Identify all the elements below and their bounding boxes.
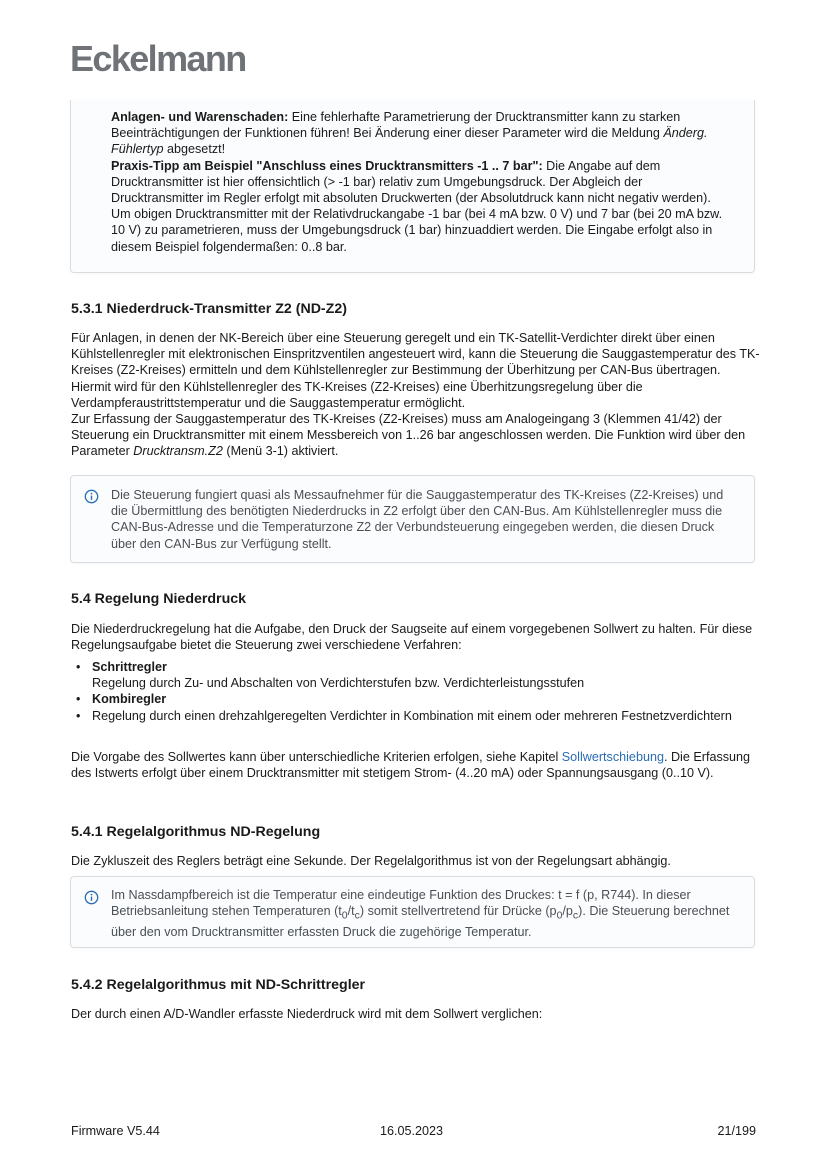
warning-paragraph-damage: Anlagen- und Warenschaden: Eine fehlerhafte Parametrierung der Drucktransmitter kann zu starken Beeinträchtigungen der Funktionen führen! Bei Änderung einer dieser Parameter wird die Meldung Änderg. Fühlertyp abgesetzt!: [111, 110, 708, 157]
info-box-z2: [70, 475, 755, 563]
heading-5-4-1: 5.4.1 Regelalgorithmus ND-Regelung: [71, 824, 321, 840]
warning-paragraph-tip: Praxis-Tipp am Beispiel "Anschluss eines Drucktransmitters -1 .. 7 bar": Die Angabe auf dem Drucktransmitter ist hier offensichtlich (> -1 bar) relativ zum Umgebungsdruck. Der Abgleich der Drucktransmitter im Regler erfolgt mit absoluten Druckwerten (der Absolutdruck kann nicht negativ werden). Um obigen Drucktransmitter mit der Relativdruckangabe -1 bar (bei 4 mA bzw. 0 V) und 7 bar (bei 20 mA bzw. 10 V) zu parametrieren, muss der Umgebungsdruck (1 bar) hinzuaddiert werden. Die Eingabe erfolgt also in diesem Beispiel folgendermaßen: 0..8 bar.: [111, 158, 723, 254]
list-item: • Schrittregler Regelung durch Zu- und Abschalten von Verdichterstufen bzw. Verdichterleistungsstufen: [76, 660, 585, 691]
footer-firmware: Firmware V5.44: [71, 1124, 160, 1138]
info-text-z2: Die Steuerung fungiert quasi als Messaufnehmer für die Sauggastemperatur des TK-Kreises (Z2-Kreises) und die Übermittlung des benötigten Niederdrucks in Z2 erfolgt über den CAN-Bus. Am Kühlstellenregler muss die CAN-Bus-Adresse und die Temperaturzone Z2 der Verbundsteuerung eingegeben werden, die diesen Druck über den CAN-Bus zur Verfügung stellt.: [111, 488, 724, 551]
warning-box: [70, 100, 755, 273]
paragraph-5-3-1-intro: Für Anlagen, in denen der NK-Bereich über eine Steuerung geregelt und ein TK-Satellit-Verdichter direkt über einen Kühlstellenregler mit elektronischen Einspritzventilen angesteuert wird, kann die Steuerung die Sauggastemperatur des TK-Kreises (Z2-Kreises) ermitteln und dem Kühlstellenregler zur Bestimmung der Überhitzung per CAN-Bus übertragen. Hiermit wird für den Kühlstellenregler des TK-Kreises (Z2-Kreises) eine Überhitzungsregelung über die Verdampferaustrittstemperatur und die Sauggastemperatur ermöglicht.: [71, 331, 760, 410]
tip-strong: Praxis-Tipp am Beispiel "Anschluss eines Drucktransmitters -1 .. 7 bar":: [111, 158, 543, 173]
info-icon: [84, 489, 99, 504]
list-item: • Regelung durch einen drehzahlgeregelten Verdichter in Kombination mit einem oder mehreren Festnetzverdichtern: [76, 708, 732, 723]
info-icon: [84, 890, 99, 905]
heading-5-4-2: 5.4.2 Regelalgorithmus mit ND-Schrittregler: [71, 977, 366, 993]
setpoint-shift-link[interactable]: Sollwertschiebung: [561, 750, 664, 764]
list-item: • Kombiregler: [76, 692, 167, 707]
paragraph-5-4-setpoint: Die Vorgabe des Sollwertes kann über unterschiedliche Kriterien erfolgen, siehe Kapitel Sollwertschiebung. Die Erfassung des Istwerts erfolgt über einem Drucktransmitter mit stetigem Strom- (4..20 mA) oder Spannungsausgang (0..10 V).: [71, 750, 751, 781]
method-list: [71, 659, 761, 724]
paragraph-5-3-1-detail: Zur Erfassung der Sauggastemperatur des TK-Kreises (Z2-Kreises) muss am Analogeingang 3 (Klemmen 41/42) der Steuerung ein Drucktransmitter mit einem Messbereich von 1..26 bar angeschlossen werden. Die Funktion wird über den Parameter Drucktransm.Z2 (Menü 3-1) aktiviert.: [71, 412, 746, 459]
paragraph-5-4-2: Der durch einen A/D-Wandler erfasste Niederdruck wird mit dem Sollwert verglichen:: [71, 1007, 543, 1021]
heading-5-4: 5.4 Regelung Niederdruck: [71, 591, 247, 607]
info-text-temperature: Im Nassdampfbereich ist die Temperatur eine eindeutige Funktion des Druckes: t = f (p, R744). In dieser Betriebsanleitung stehen Temperaturen $(t_0/t_c)$ somit stellvertretend für Drücke $(p_0/p_c)$. Die Steuerung berechnet über den vom Drucktransmitter erfassten Druck die zugehörige Temperatur.: [111, 888, 730, 939]
warning-strong: Anlagen- und Warenschaden:: [111, 110, 289, 124]
warning-message-name: Änderg. Fühlertyp: [111, 126, 708, 157]
info-box-temperature: [70, 876, 755, 948]
company-logo: Eckelmann: [70, 38, 246, 79]
parameter-name: Drucktransm.Z2: [133, 444, 223, 459]
paragraph-5-4-intro: Die Niederdruckregelung hat die Aufgabe, den Druck der Saugseite auf einem vorgegebenen Sollwert zu halten. Für diese Regelungsaufgabe bietet die Steuerung zwei verschiedene Verfahren:: [71, 622, 753, 653]
footer-date: 16.05.2023: [380, 1124, 444, 1138]
footer-page-number: 21/199: [717, 1124, 756, 1138]
paragraph-5-4-1: Die Zykluszeit des Reglers beträgt eine Sekunde. Der Regelalgorithmus ist von der Regelungsart abhängig.: [71, 854, 671, 868]
heading-5-3-1: 5.3.1 Niederdruck-Transmitter Z2 (ND-Z2): [71, 301, 347, 317]
warning-text: [111, 109, 731, 255]
